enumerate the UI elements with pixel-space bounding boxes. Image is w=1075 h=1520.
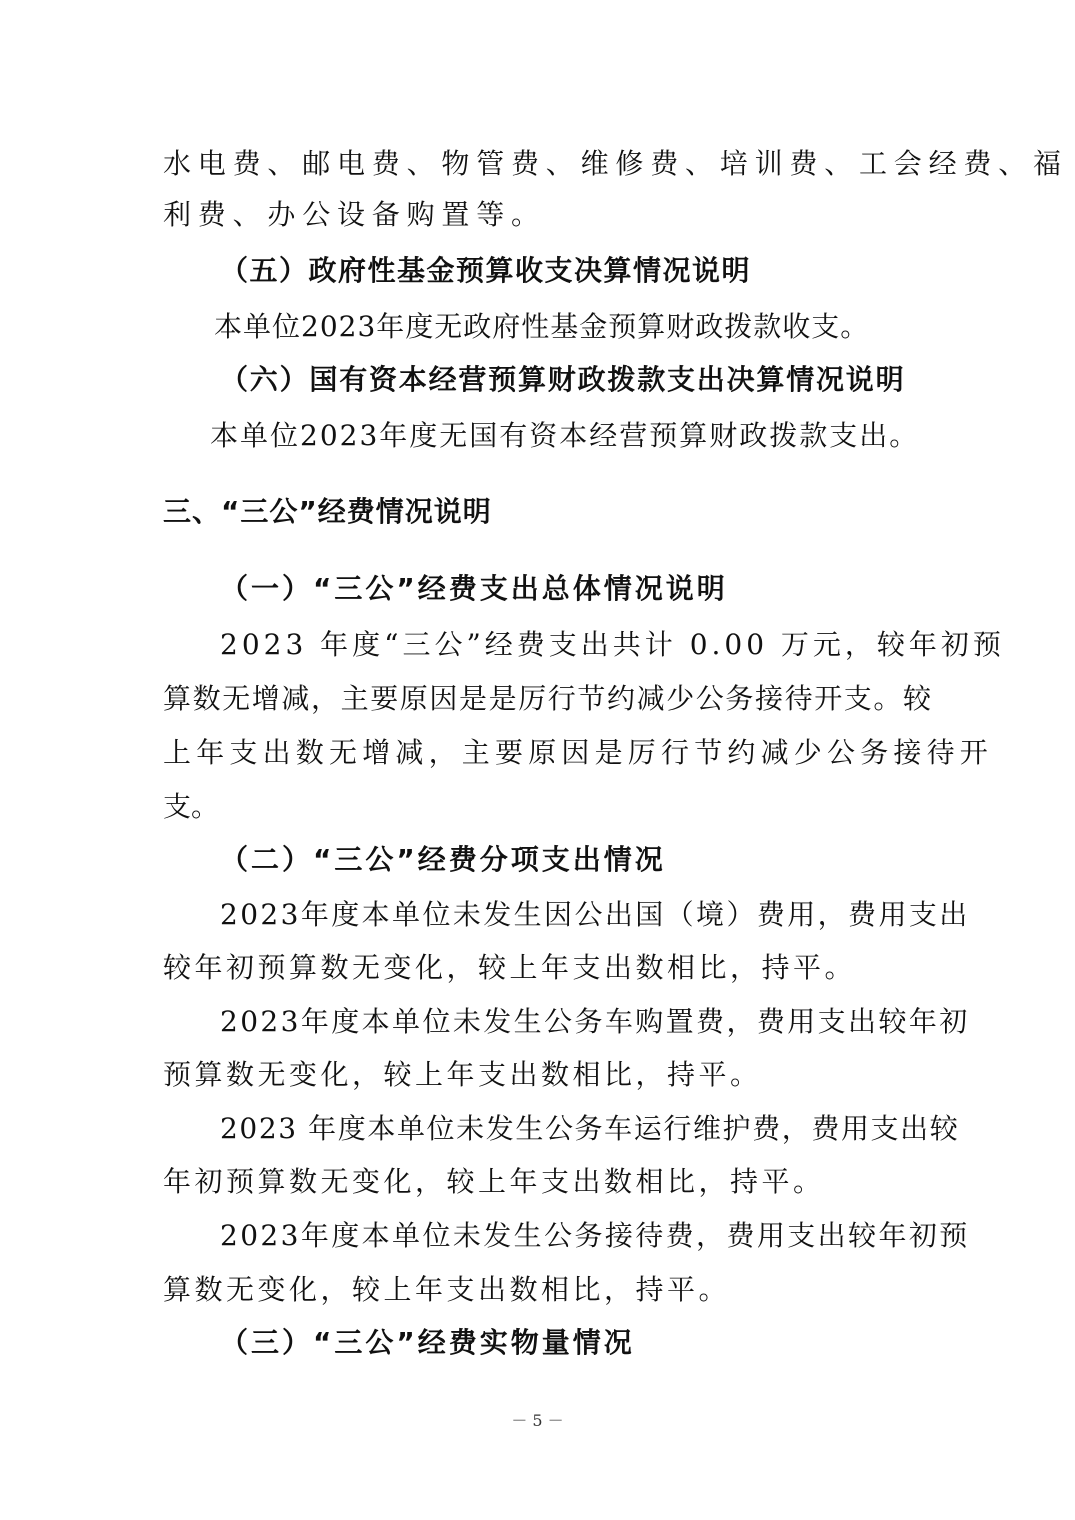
body-text-line: 本单位2023年度无政府性基金预算财政拨款收支。 (214, 310, 870, 343)
body-text-line: 2023 年度“三公”经费支出共计 0.00 万元，较年初预 (220, 628, 1005, 661)
section-heading: （三）“三公”经费实物量情况 (220, 1326, 635, 1359)
body-text-line: 2023 年度本单位未发生公务车运行维护费，费用支出较 (220, 1112, 960, 1145)
body-text-line: 水电费、邮电费、物管费、维修费、培训费、工会经费、福 (163, 147, 1068, 180)
chapter-heading: 三、“三公”经费情况说明 (163, 495, 492, 528)
page-number: － 5 － (511, 1411, 564, 1430)
body-text-line: 年初预算数无变化，较上年支出数相比，持平。 (163, 1165, 825, 1198)
section-heading: （六）国有资本经营预算财政拨款支出决算情况说明 (220, 363, 906, 396)
body-text-line: 预算数无变化，较上年支出数相比，持平。 (163, 1058, 762, 1091)
section-heading: （五）政府性基金预算收支决算情况说明 (220, 254, 752, 287)
body-text-line: 2023年度本单位未发生因公出国（境）费用，费用支出 (220, 898, 970, 931)
body-text-line: 利费、办公设备购置等。 (163, 198, 546, 231)
body-text-line: 算数无变化，较上年支出数相比，持平。 (163, 1273, 731, 1306)
body-text-line: 2023年度本单位未发生公务车购置费，费用支出较年初 (220, 1005, 970, 1038)
body-text-line: 算数无增减，主要原因是是厉行节约减少公务接待开支。较 (163, 682, 933, 715)
body-text-line: 较年初预算数无变化，较上年支出数相比，持平。 (163, 951, 857, 984)
section-heading: （二）“三公”经费分项支出情况 (220, 843, 666, 876)
body-text-line: 上年支出数无增减，主要原因是厉行节约减少公务接待开 (163, 736, 994, 769)
body-text-line: 2023年度本单位未发生公务接待费，费用支出较年初预 (220, 1219, 970, 1252)
body-text-line: 支。 (163, 790, 220, 823)
section-heading: （一）“三公”经费支出总体情况说明 (220, 572, 728, 605)
body-text-line: 本单位2023年度无国有资本经营预算财政拨款支出。 (210, 419, 920, 452)
